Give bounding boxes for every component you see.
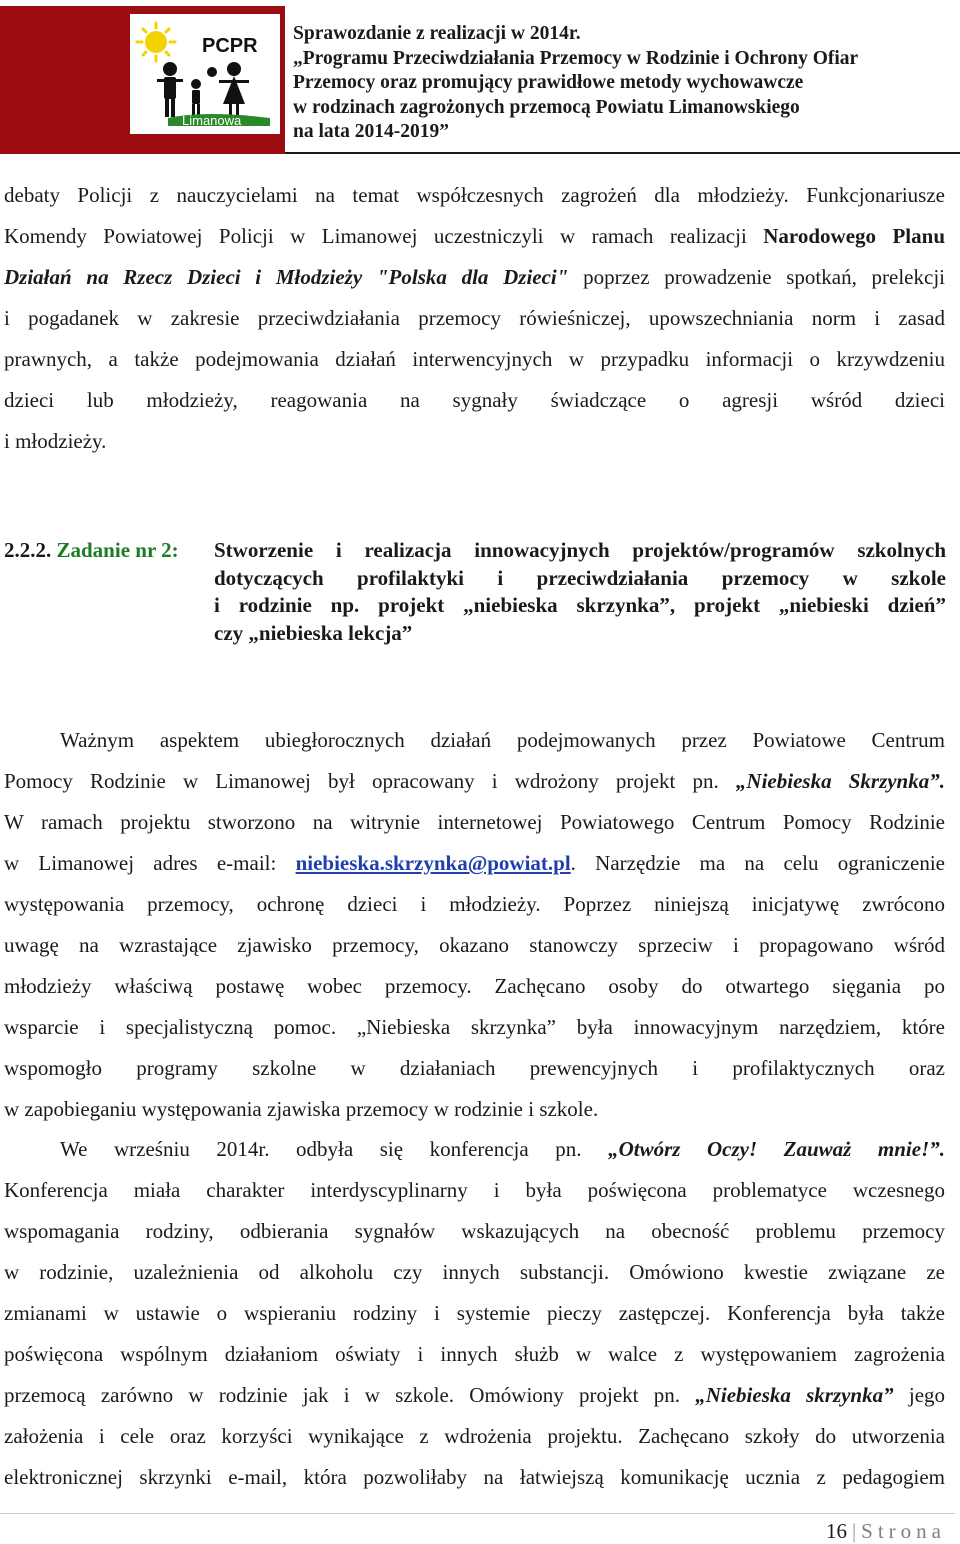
text-line: [4, 1129, 945, 1170]
text-span: Komendy Powiatowej Policji w Limanowej uczestniczyli w ramach realizacji: [4, 224, 764, 248]
bold-italic-text: „Niebieska skrzynka”: [695, 1383, 894, 1407]
paragraph-blue-box: [4, 720, 945, 1130]
text-line: [4, 761, 945, 802]
heading-line: i rodzinie np. projekt „niebieska skrzynka”, projekt „niebieski dzień”: [214, 593, 946, 617]
header-divider: [285, 152, 960, 154]
sun-icon: [137, 23, 175, 61]
text-line: [4, 1375, 945, 1416]
text-line: wspomagania rodziny, odbierania sygnałów wskazujących na obecność problemu przemocy: [4, 1219, 945, 1243]
paragraph-conference: [4, 1129, 945, 1498]
footer-divider: [0, 1513, 955, 1514]
page-word: Strona: [861, 1519, 946, 1543]
text-span: jego: [893, 1383, 946, 1407]
bold-italic-text: „Niebieska Skrzynka”.: [735, 769, 945, 793]
text-line: zmianami w ustawie o wspieraniu rodziny i systemie pieczy zastępczej. Konferencja była także: [4, 1301, 945, 1325]
text-line: wspomogło programy szkolne w działaniach prewencyjnych i profilaktycznych oraz: [4, 1056, 945, 1080]
header-title-line: „Programu Przeciwdziałania Przemocy w Rodzinie i Ochrony Ofiar: [293, 47, 859, 69]
text-line: [4, 843, 945, 884]
page-number: 16: [825, 1519, 847, 1543]
header-title-line: na lata 2014-2019”: [293, 121, 449, 143]
text-line: prawnych, a także podejmowania działań interwencyjnych w przypadku informacji o krzywdzeniu: [4, 347, 945, 371]
footer-separator: |: [851, 1519, 857, 1543]
heading-body: [214, 537, 946, 647]
header-title: [293, 22, 953, 145]
text-line: i młodzieży.: [4, 429, 107, 453]
text-line: debaty Policji z nauczycielami na temat współczesnych zagrożeń dla młodzieży. Funkcjonariusze: [4, 183, 945, 207]
text-span: poprzez prowadzenie spotkań, prelekcji: [568, 265, 945, 289]
section-number: 2.2.2.: [4, 538, 52, 562]
heading-number-group: [4, 537, 179, 565]
text-line: i pogadanek w zakresie przeciwdziałania przemocy rówieśniczej, upowszechniania norm i zasad: [4, 306, 945, 330]
pcpr-logo-image: [130, 14, 280, 134]
heading-line: czy „niebieska lekcja”: [214, 620, 413, 645]
text-line: w rodzinie, uzależnienia od alkoholu czy innych substancji. Omówiono kwestie związane ze: [4, 1260, 945, 1284]
text-line: elektronicznej skrzynki e-mail, która pozwoliłaby na łatwiejszą komunikację ucznia z pedagogiem: [4, 1465, 945, 1489]
task-label: Zadanie nr 2:: [56, 538, 179, 562]
text-span: Pomocy Rodzinie w Limanowej był opracowany i wdrożony projekt pn.: [4, 769, 736, 793]
heading-line: dotyczących profilaktyki i przeciwdziałania przemocy w szkole: [214, 565, 946, 590]
text-line: uwagę na wzrastające zjawisko przemocy, okazano stanowczy sprzeciw i propagowano wśród: [4, 933, 945, 957]
text-span: przemocą zarówno w rodzinie jak i w szkole. Omówiony projekt pn.: [4, 1383, 696, 1407]
paragraph-police: [4, 175, 945, 462]
text-line: założenia i cele oraz korzyści wynikające z wdrożenia projektu. Zachęcano szkoły do utworzenia: [4, 1424, 945, 1448]
text-line: Konferencja miała charakter interdyscyplinarny i była poświęcona problematyce wczesnego: [4, 1178, 945, 1202]
bold-text: Narodowego Planu: [763, 224, 946, 248]
text-line: [4, 216, 945, 257]
text-span: w Limanowej adres e-mail:: [4, 851, 296, 875]
text-line: młodzieży właściwą postawę wobec przemocy. Zachęcano osoby do otwartego sięgania po: [4, 974, 945, 998]
text-span: . Narzędzie ma na celu ograniczenie: [570, 851, 945, 875]
text-line: [4, 257, 945, 298]
text-line: dzieci lub młodzieży, reagowania na sygnały świadczące o agresji wśród dzieci: [4, 388, 945, 412]
text-line: poświęcona wspólnym działaniom oświaty i innych służb w walce z występowaniem zagrożenia: [4, 1342, 945, 1366]
text-line: Ważnym aspektem ubiegłorocznych działań podejmowanych przez Powiatowe Centrum: [60, 728, 945, 752]
family-figures-icon: [157, 62, 249, 117]
email-link[interactable]: niebieska.skrzynka@powiat.pl: [295, 851, 571, 875]
text-span: We wrześniu 2014r. odbyła się konferencja pn.: [60, 1137, 609, 1161]
logo-subtext: Limanowa: [182, 113, 242, 128]
bold-italic-text: Działań na Rzecz Dzieci i Młodzieży "Polska dla Dzieci": [4, 265, 569, 289]
header-title-line: w rodzinach zagrożonych przemocą Powiatu Limanowskiego: [293, 96, 800, 118]
pcpr-logo: [130, 14, 280, 134]
logo-text: PCPR: [202, 35, 258, 57]
text-line: wsparcie i specjalistyczną pomoc. „Niebieska skrzynka” była innowacyjnym narzędziem, które: [4, 1015, 945, 1039]
heading-line: Stworzenie i realizacja innowacyjnych projektów/programów szkolnych: [214, 538, 946, 562]
page-header: [0, 0, 960, 154]
text-line: W ramach projektu stworzono na witrynie internetowej Powiatowego Centrum Pomocy Rodzinie: [4, 810, 945, 834]
text-line: w zapobieganiu występowania zjawiska przemocy w rodzinie i szkole.: [4, 1097, 599, 1121]
text-line: występowania przemocy, ochronę dzieci i młodzieży. Poprzez niniejszą inicjatywę zwrócono: [4, 892, 945, 916]
header-title-line: Przemocy oraz promujący prawidłowe metody wychowawcze: [293, 72, 804, 94]
page-footer: [826, 1518, 946, 1544]
bold-italic-text: „Otwórz Oczy! Zauważ mnie!”.: [608, 1137, 945, 1161]
header-title-line: Sprawozdanie z realizacji w 2014r.: [293, 23, 581, 44]
